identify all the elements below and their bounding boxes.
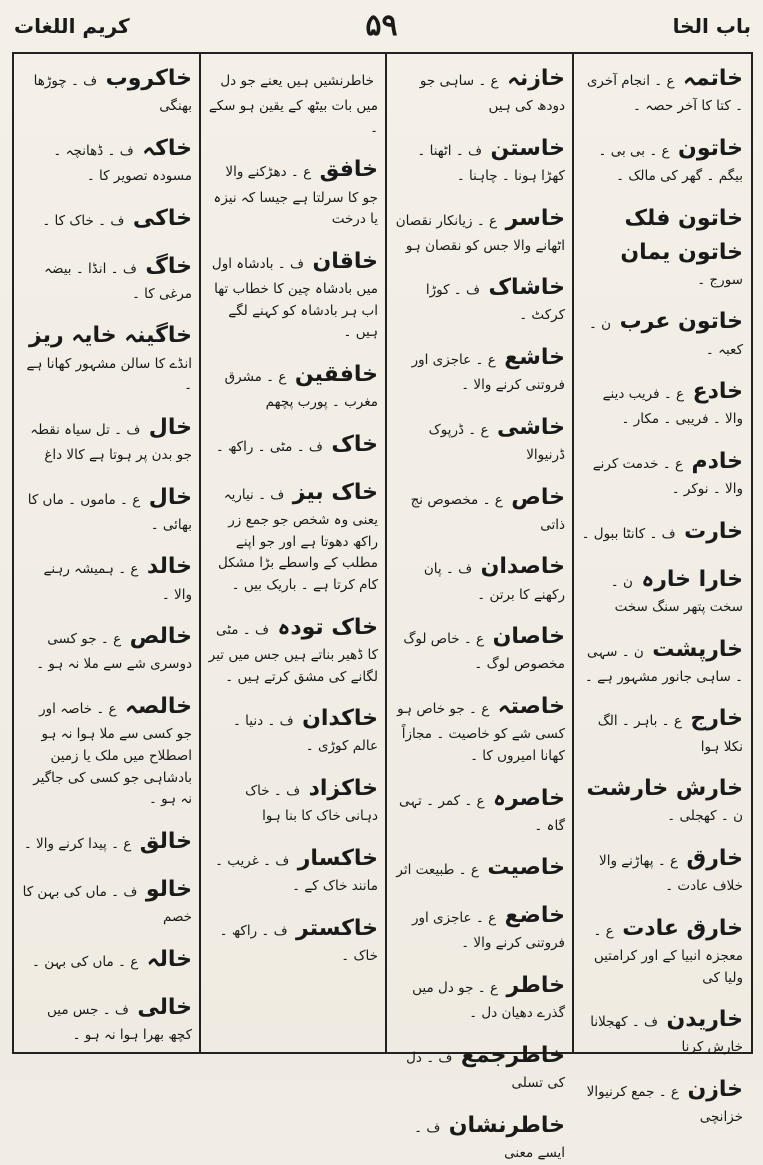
entry-definition: ع ۔ جو کسی دوسری شے سے ملا نہ ہو ۔ xyxy=(36,631,192,673)
dictionary-entry xyxy=(581,912,743,989)
entry-headword: خال xyxy=(148,484,192,510)
dictionary-entry xyxy=(208,912,378,968)
dictionary-entry xyxy=(208,153,378,230)
entry-definition: ف ۔ کانٹا ببول ۔ xyxy=(581,525,676,542)
dictionary-entry xyxy=(581,633,743,689)
entry-headword: خاکستر xyxy=(296,915,378,941)
dictionary-entry xyxy=(581,772,743,828)
entry-headword: خاسر xyxy=(505,205,565,231)
entry-headword: خاصدان xyxy=(480,554,565,580)
entry-definition: ف ۔ نیاریہ یعنی وہ شخص جو جمع زر راکھ دھوتا ہے اور جو اپنے مطلب کے واسطے بڑا مشکل کام کرتا ہے ۔ باریک بیں ۔ xyxy=(217,486,378,594)
entry-definition: خاطرنشیں ہیں یعنے جو دل میں بات بیٹھ کے یقین ہو سکے ۔ xyxy=(208,73,378,136)
dictionary-entry xyxy=(22,620,192,676)
entry-headword: خاک تودہ xyxy=(277,614,378,640)
entry-definition: ف ۔ مٹی ۔ راکھ ۔ xyxy=(215,438,323,455)
dictionary-entry xyxy=(394,411,565,467)
dictionary-entry xyxy=(208,428,378,462)
entry-definition: ف ۔ چوڑھا بھنگی xyxy=(33,73,192,115)
entry-definition: ع ۔ فریب دینے والا ۔ فریبی ۔ مکار ۔ xyxy=(602,386,743,428)
entry-headword: خاقان xyxy=(312,248,378,274)
dictionary-entry xyxy=(394,782,565,838)
entry-definition: انڈے کا سالن مشہور کھانا ہے ۔ xyxy=(26,355,192,394)
entry-definition: ع ۔ خاص لوگ مخصوص لوگ ۔ xyxy=(403,631,565,673)
entry-definition: ف ۔ پان رکھنے کا برتن ۔ xyxy=(423,561,565,603)
entry-definition: ع ۔ عاجزی اور فروتنی کرنے والا ۔ xyxy=(411,910,565,952)
dictionary-entry xyxy=(394,132,565,188)
entry-definition: ع ۔ مشرق مغرب ۔ پورب پچھم xyxy=(224,369,378,411)
page-number: ۵۹ xyxy=(365,8,398,43)
entry-headword: خالص xyxy=(129,624,192,650)
entry-headword: خاطرنشان xyxy=(448,1112,565,1138)
entry-definition: ف ۔ دل کی تسلی xyxy=(406,1049,565,1092)
entry-definition: ع ۔ باہر ۔ الگ نکلا ہوا xyxy=(597,713,743,755)
dictionary-entry xyxy=(22,250,192,306)
entry-definition: ع ۔ جو خاص ہو کسی شے کو خاصیت ۔ مجازاً کھانا امیروں کا ۔ xyxy=(397,701,565,764)
dictionary-entry xyxy=(22,550,192,606)
entry-headword: خال xyxy=(148,414,192,440)
entry-definition: ن ۔ سخت پتھر سنگ سخت xyxy=(610,573,743,615)
entry-definition: ف ۔ راکھ ۔ خاک ۔ xyxy=(219,922,378,964)
entry-headword: خازن xyxy=(687,1077,743,1103)
entry-definition: ف ۔ بادشاہ اول میں بادشاہ چین کا خطاب تھا اب ہر بادشاہ کو کہنے لگے ہیں ۔ xyxy=(211,255,378,341)
entry-definition: ف ۔ جس میں کچھ بھرا ہوا نہ ہو ۔ xyxy=(46,1001,192,1043)
entry-headword: خادع xyxy=(692,379,743,405)
entry-headword: خارت xyxy=(684,518,743,544)
dictionary-entry xyxy=(394,481,565,537)
dictionary-entry xyxy=(22,319,192,396)
dictionary-entry xyxy=(394,851,565,885)
entry-headword: خاکی xyxy=(132,205,192,231)
entry-headword: خاصان xyxy=(492,624,565,650)
dictionary-entry xyxy=(581,305,743,361)
entry-headword: خاکزاد xyxy=(308,776,378,802)
entry-headword: خاضع xyxy=(504,903,565,929)
entry-headword: خالی xyxy=(137,994,192,1020)
dictionary-entry xyxy=(581,445,743,501)
entry-definition: ن ۔ کھجلی ۔ xyxy=(667,808,743,825)
entry-definition: ف ۔ ڈھانچہ ۔ مسودہ تصویر کا ۔ xyxy=(53,142,192,184)
entry-definition: ف ۔ دنیا ۔ عالم کوڑی ۔ xyxy=(232,713,378,755)
entry-headword: خازنہ xyxy=(507,66,565,91)
entry-definition: ف ۔ ماں کی بہن کا خصم xyxy=(22,883,192,926)
entry-definition: ع ۔ پیدا کرنے والا ۔ xyxy=(23,835,132,852)
entry-headword: خاص xyxy=(511,484,565,510)
entry-headword: خالہ xyxy=(146,946,192,972)
dictionary-entry xyxy=(581,375,743,431)
page-header xyxy=(0,6,763,50)
entry-headword: خاریدن xyxy=(666,1007,743,1033)
dictionary-entry xyxy=(208,611,378,688)
entry-headword: خاکہ xyxy=(142,135,192,161)
entry-definition: ع ۔ خاصہ اور جو کسی سے ملا ہوا نہ ہو اصطلاح میں ملک یا زمین بادشاہی جو کسی کی جاگیر نہ ہو ۔ xyxy=(33,701,192,808)
dictionary-entry xyxy=(394,1039,565,1095)
entry-definition: ف ۔ خاک دہانی خاک کا بنا ہوا xyxy=(245,783,378,825)
entry-headword: خاتون xyxy=(678,135,743,161)
entry-headword: خاشی xyxy=(496,414,565,440)
dictionary-entry xyxy=(581,202,743,292)
column-1 xyxy=(573,56,751,1126)
entry-headword: خاتمہ xyxy=(682,66,743,91)
dictionary-entry xyxy=(581,132,743,188)
entry-headword: خاطرجمع xyxy=(460,1042,565,1068)
entry-headword: خارق عادت xyxy=(622,915,743,941)
entry-headword: خادم xyxy=(691,449,743,474)
dictionary-entry xyxy=(22,825,192,859)
entry-headword: خارا خارہ xyxy=(641,566,743,592)
dictionary-entry xyxy=(208,702,378,758)
entry-headword: خارپشت xyxy=(652,636,743,662)
entry-definition: ف ۔ انڈا ۔ بیضہ مرغی کا ۔ xyxy=(44,260,192,302)
entry-definition: ع ۔ دھڑکنے والا جو کا سرلتا ہے جیسا کہ نیزہ یا درخت xyxy=(213,164,378,228)
dictionary-entry xyxy=(581,515,743,549)
entry-headword: خافقین xyxy=(294,362,378,388)
entry-headword: خاتون فلک خاتون یمان xyxy=(620,205,743,265)
entry-definition: ع ۔ خدمت کرنے والا ۔ نوکر ۔ xyxy=(592,456,743,498)
dictionary-entry xyxy=(581,563,743,619)
dictionary-entry xyxy=(208,476,378,597)
entry-definition: ع ۔ بی بی ۔ بیگم ۔ گھر کی مالک ۔ xyxy=(598,142,743,184)
entry-definition: ف ۔ ایسے معنی xyxy=(414,1119,565,1161)
dictionary-entry xyxy=(22,873,192,929)
entry-headword: خالصہ xyxy=(125,694,192,720)
dictionary-entry xyxy=(394,620,565,676)
entry-definition: ع ۔ عاجزی اور فروتنی کرنے والا ۔ xyxy=(411,352,565,394)
entry-definition: ف ۔ غریب ۔ مانند خاک کے ۔ xyxy=(215,852,378,894)
entry-definition: ع ۔ ڈرپوک ڈرنیوالا xyxy=(428,421,565,463)
column-3 xyxy=(200,56,386,1050)
entry-headword: خاک xyxy=(331,431,378,457)
dictionary-entry xyxy=(22,132,192,188)
entry-headword: خالو xyxy=(145,876,192,902)
entry-headword: خاکروب xyxy=(105,66,192,91)
entry-headword: خاکدان xyxy=(302,706,378,732)
dictionary-entry xyxy=(22,991,192,1047)
book-title: کریم اللغات xyxy=(14,14,130,38)
entry-headword: خارش خارشت xyxy=(586,776,743,802)
entry-definition: ع ۔ پھاڑنے والا خلاف عادت ۔ xyxy=(599,853,743,895)
entry-definition: ع ۔ جمع کرنیوالا خزانچی xyxy=(586,1084,743,1126)
entry-headword: خاطر xyxy=(506,973,565,999)
dictionary-entry xyxy=(394,969,565,1025)
section-title: باب الخا xyxy=(672,14,751,38)
entry-definition: ف ۔ کھجلانا خارش کرنا xyxy=(590,1014,743,1056)
entry-definition: ع ۔ جو دل میں گذرے دھیان دل ۔ xyxy=(412,980,565,1022)
dictionary-entry xyxy=(581,62,743,118)
entry-headword: خاتون عرب xyxy=(619,309,743,335)
entry-definition: ف ۔ تل سیاہ نقطہ جو بدن پر ہوتا ہے کالا داغ xyxy=(30,421,192,463)
entry-definition: ف ۔ کوڑا کرکٹ ۔ xyxy=(425,282,565,324)
entry-definition: ف ۔ مٹی کا ڈھیر بناتے ہیں جس میں تیر لگانے کی مشق کرتے ہیں ۔ xyxy=(208,621,378,685)
dictionary-entry xyxy=(208,358,378,414)
dictionary-entry xyxy=(581,1073,743,1129)
dictionary-entry xyxy=(22,411,192,467)
dictionary-entry xyxy=(394,550,565,606)
dictionary-entry xyxy=(208,62,378,139)
dictionary-entry xyxy=(208,772,378,828)
entry-definition: ف ۔ خاک کا ۔ xyxy=(42,212,125,229)
entry-headword: خارج xyxy=(690,706,743,732)
entry-definition: ع ۔ مخصوص نج ذاتی xyxy=(410,491,565,533)
entry-definition: ع ۔ معجزہ انبیا کے اور کرامتیں ولیا کی xyxy=(593,922,743,986)
entry-definition: ع ۔ ماموں ۔ ماں کا بھائی ۔ xyxy=(27,491,192,533)
entry-headword: خاکسار xyxy=(297,845,378,871)
dictionary-entry xyxy=(22,202,192,236)
dictionary-entry xyxy=(394,341,565,397)
column-4 xyxy=(14,56,200,1050)
dictionary-entry xyxy=(208,245,378,344)
entry-definition: ع ۔ ساہی جو دودھ کی ہیں xyxy=(419,73,565,115)
entry-headword: خاک بیز xyxy=(292,479,378,505)
entry-headword: خاگینہ خایہ ریز xyxy=(29,323,192,349)
dictionary-entry xyxy=(581,842,743,898)
entry-definition: ع ۔ ہمیشہ رہنے والا ۔ xyxy=(43,561,192,603)
dictionary-entry xyxy=(22,690,192,811)
entry-definition: ف ۔ اٹھنا ۔ کھڑا ہونا ۔ چاہنا ۔ xyxy=(417,142,565,184)
dictionary-entry xyxy=(581,1003,743,1059)
entry-definition: ع ۔ انجام آخری ۔ کتا کا آخر حصہ ۔ xyxy=(586,73,743,115)
entry-headword: خاستن xyxy=(490,135,565,161)
dictionary-entry xyxy=(22,62,192,118)
entry-headword: خاشع xyxy=(504,345,565,371)
entry-definition: ن ۔ کعبہ ۔ xyxy=(588,316,743,358)
entry-headword: خاگ xyxy=(145,253,192,279)
dictionary-entry xyxy=(394,202,565,258)
dictionary-entry xyxy=(394,271,565,327)
entry-definition: ع ۔ زیانکار نقصان اٹھانے والا جس کو نقصان ہو xyxy=(395,212,565,254)
entry-headword: خاصرہ xyxy=(493,785,565,811)
entry-headword: خالق xyxy=(139,828,192,854)
entry-headword: خافق xyxy=(319,157,378,183)
dictionary-entry xyxy=(394,690,565,767)
entry-definition: ع ۔ کمر ۔ تہی گاہ ۔ xyxy=(398,792,565,834)
entry-definition: سورج ۔ xyxy=(697,271,743,288)
entry-headword: خاشاک xyxy=(488,275,565,301)
column-2 xyxy=(386,56,573,1161)
dictionary-entry xyxy=(394,62,565,118)
entry-definition: ن ۔ سہی ۔ ساہی جانور مشہور ہے ۔ xyxy=(584,643,743,685)
entry-headword: خاصتہ xyxy=(497,694,565,720)
dictionary-entry xyxy=(208,842,378,898)
entry-headword: خالد xyxy=(146,554,192,580)
dictionary-entry xyxy=(394,1109,565,1165)
dictionary-entry xyxy=(394,899,565,955)
dictionary-entry xyxy=(581,702,743,758)
entry-headword: خارق xyxy=(686,846,743,871)
entry-headword: خاصیت xyxy=(487,855,565,881)
dictionary-entry xyxy=(22,481,192,537)
dictionary-entry xyxy=(22,943,192,977)
entry-definition: ع ۔ طبیعت اثر xyxy=(396,862,479,879)
entry-definition: ع ۔ ماں کی بہن ۔ xyxy=(32,953,139,970)
